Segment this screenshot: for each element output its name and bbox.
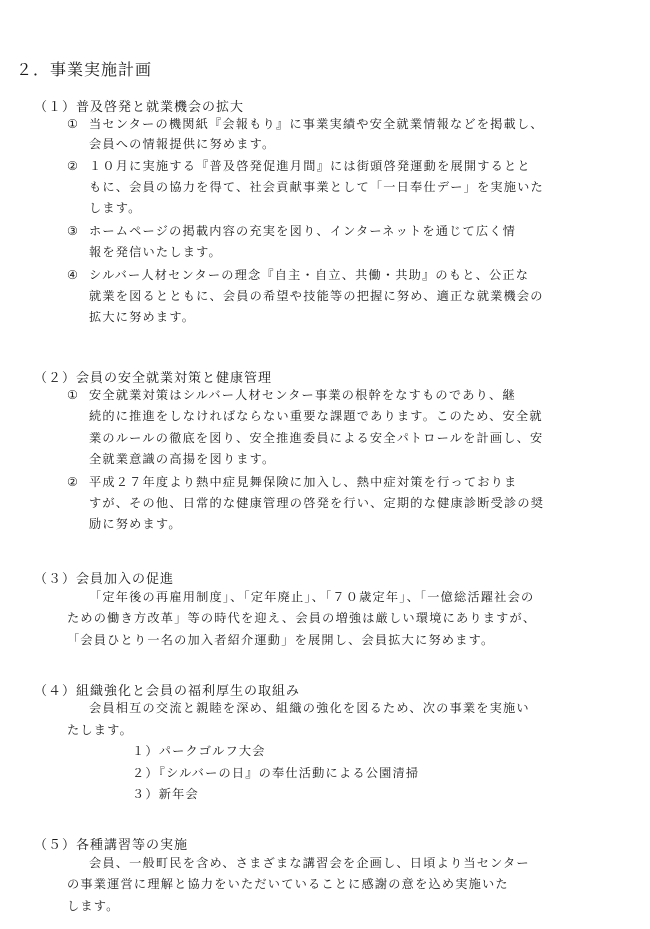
s2-item-1-line-1 [67,385,516,405]
s2-item-1-text: 安全就業対策はシルバー人材センター事業の根幹をなすものであり、継 [89,388,516,402]
s3-line-1: 「定年後の再雇用制度」、「定年廃止」、「７０歳定年」、「一億総活躍社会の [89,590,535,604]
section-4-heading: （４）組織強化と会員の福利厚生の取組み [34,684,301,699]
section-3-heading: （３）会員加入の促進 [34,572,175,587]
s5-line-1: 会員、一般町民を含め、さまざまな講習会を企画し、日頃より当センター [89,856,530,870]
s2-item-1-line-2: 続的に推進をしなければならない重要な課題であります。このため、安全就 [89,409,543,423]
section-5-heading: （５）各種講習等の実施 [34,838,189,853]
s4-list-item-1: １）パークゴルフ大会 [132,744,266,758]
s1-item-3-text: ホームページの掲載内容の充実を図り、インターネットを通じて広く情 [89,224,517,238]
section-2-heading: （２）会員の安全就業対策と健康管理 [34,371,273,386]
s1-item-4-line-1 [67,265,529,285]
s1-item-2-line-1 [67,156,531,176]
s1-item-1-line-1 [67,114,544,134]
s1-item-2-line-3: します。 [89,201,142,215]
s1-item-1-line-2: 会員への情報提供に努めます。 [89,137,276,151]
s1-item-3-number: ③ [67,224,80,238]
s4-list-item-3: ３）新年会 [132,787,199,801]
s1-item-1-text: 当センターの機関紙『会報もり』に事業実績や安全就業情報などを掲載し、 [89,117,544,131]
section-1-heading: （１）普及啓発と就業機会の拡大 [34,100,245,115]
s5-line-2: の事業運営に理解と協力をいただいていることに感謝の意を込め実施いた [67,877,509,891]
s4-line-1: 会員相互の交流と親睦を深め、組織の強化を図るため、次の事業を実施い [89,701,530,715]
s1-item-3-line-1 [67,221,516,241]
s2-item-2-number: ② [67,475,80,489]
s1-item-2-number: ② [67,159,80,173]
s2-item-1-line-3: 業のルールの徹底を図り、安全推進委員による安全パトロールを計画し、安 [89,431,544,445]
s2-item-2-line-1 [67,472,517,492]
s2-item-1-line-4: 全就業意識の高揚を図ります。 [89,452,276,466]
s4-line-2: たします。 [67,723,133,737]
s2-item-1-number: ① [67,388,80,402]
s1-item-4-number: ④ [67,268,80,282]
s1-item-4-text: シルバー人材センターの理念『自主・自立、共働・共助』のもと、公正な [89,268,530,282]
page-title: ２．事業実施計画 [16,60,153,79]
s2-item-2-text: 平成２７年度より熱中症見舞保険に加入し、熱中症対策を行っておりま [89,475,518,489]
s1-item-4-line-2: 就業を図るとともに、会員の希望や技能等の把握に努め、適正な就業機会の [89,289,544,303]
s2-item-2-line-2: すが、その他、日常的な健康管理の啓発を行い、定期的な健康診断受診の奨 [89,496,545,510]
s5-line-3: します。 [67,899,120,913]
s1-item-3-line-2: 報を発信いたします。 [89,245,222,259]
s3-line-3: 「会員ひとり一名の加入者紹介運動」を展開し、会員拡大に努めます。 [67,633,495,647]
s1-item-4-line-3: 拡大に努めます。 [89,310,196,324]
s1-item-2-text: １０月に実施する『普及啓発促進月間』には街頭啓発運動を展開するとと [89,159,531,173]
s4-list-item-2: ２）『シルバーの日』の奉仕活動による公園清掃 [132,766,420,780]
s3-line-2: ための働き方改革」等の時代を迎え、会員の増強は厳しい環境にありますが、 [67,611,537,625]
s1-item-1-number: ① [67,117,80,131]
s1-item-2-line-2: もに、会員の協力を得て、社会貢献事業として「一日奉仕デー」を実施いた [89,180,544,194]
s2-item-2-line-3: 励に努めます。 [89,517,182,531]
